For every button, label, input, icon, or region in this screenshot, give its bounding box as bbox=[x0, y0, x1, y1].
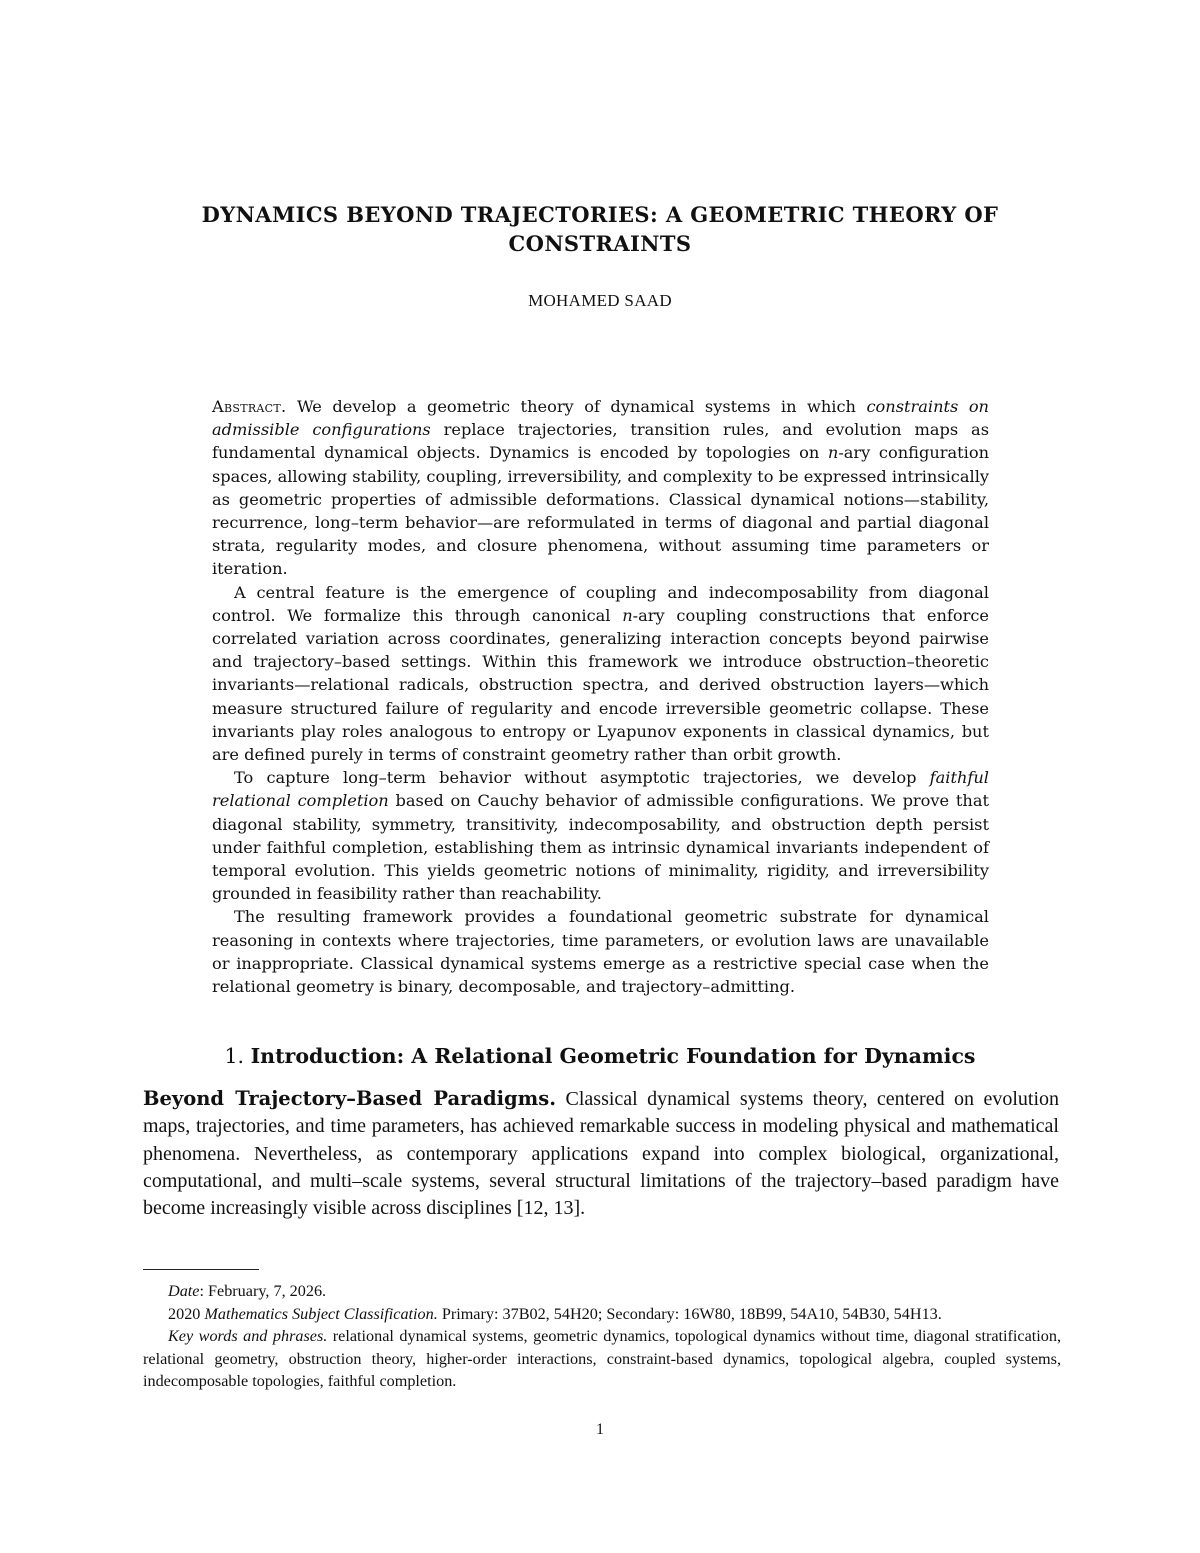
footnote-rule bbox=[143, 1269, 259, 1270]
abstract-emphasis: faithful relational completion bbox=[212, 768, 989, 811]
abstract-text: To capture long–term behavior without asymptotic trajectories, we develop bbox=[234, 768, 917, 788]
footnote-keywords bbox=[143, 1325, 1061, 1393]
section-number: 1. bbox=[224, 1044, 245, 1068]
abstract-text: -ary configuration spaces, allowing stability, coupling, irreversibility, and complexity to be expressed intrinsically as geometric properties of admissible deformations. Classical dynamical notions—stability, recurrence, long–term behavior—are reformulated in terms of diagonal and partial diagonal strata, regularity modes, and closure phenomena, without assuming time parameters or iteration. bbox=[212, 443, 990, 579]
math-n: n bbox=[827, 443, 839, 463]
abstract-paragraph-4: The resulting framework provides a foundational geometric substrate for dynamical reasoning in contexts where trajectories, time parameters, or evolution laws are unavailable or inappropriate. Classical dynamical systems emerge as a restrictive special case when the relational geometry is binary, decomposable, and trajectory–admitting. bbox=[212, 907, 989, 997]
abstract-text: replace trajectories, transition rules, and evolution maps as fundamental dynamical objects. Dynamics is encoded by topologies on bbox=[212, 420, 990, 463]
footnote-msc bbox=[143, 1303, 1061, 1326]
abstract-paragraph-2 bbox=[212, 581, 989, 767]
author-name: MOHAMED SAAD bbox=[528, 291, 672, 310]
msc-prefix: 2020 bbox=[168, 1304, 201, 1323]
msc-value: Primary: 37B02, 54H20; Secondary: 16W80, 18B99, 54A10, 54B30, 54H13. bbox=[441, 1304, 942, 1323]
abstract bbox=[212, 395, 989, 998]
keywords-value: relational dynamical systems, geometric dynamics, topological dynamics without time, diagonal stratification, relational geometry, obstruction theory, higher-order interactions, constraint-based dynamics, topological algebra, coupled systems, indecomposable topologies, faithful completion. bbox=[143, 1327, 1062, 1390]
abstract-text: A central feature is the emergence of coupling and indecomposability from diagonal control. We formalize this through canonical bbox=[212, 582, 989, 625]
abstract-text: based on Cauchy behavior of admissible configurations. We prove that diagonal stability, symmetry, transitivity, indecomposability, and obstruction depth persist under faithful completion, establishing them as intrinsic dynamical invariants independent of temporal evolution. This yields geometric notions of minimality, rigidity, and irreversibility grounded in feasibility rather than reachability. bbox=[212, 791, 989, 904]
page-number: 1 bbox=[596, 1421, 604, 1438]
paper-title: DYNAMICS BEYOND TRAJECTORIES: A GEOMETRIC THEORY OF CONSTRAINTS bbox=[201, 202, 999, 256]
intro-text: Classical dynamical systems theory, centered on evolution maps, trajectories, and time parameters, has achieved remarkable success in modeling physical and mathematical phenomena. Nevertheless, as contemporary applications expand into complex biological, organizational, computational, and multi–scale systems, several structural limitations of the trajectory–based paradigm have become increasingly visible across disciplines [12, 13]. bbox=[143, 1088, 1060, 1220]
date-label: Date bbox=[168, 1282, 200, 1300]
footnote-date bbox=[143, 1280, 1061, 1303]
abstract-label: Abstract. bbox=[212, 397, 287, 416]
abstract-text: We develop a geometric theory of dynamical systems in which bbox=[296, 397, 856, 416]
intro-paragraph bbox=[143, 1085, 1059, 1222]
footnotes bbox=[143, 1280, 1061, 1393]
section-heading bbox=[140, 1044, 1060, 1068]
keywords-label: Key words and phrases. bbox=[168, 1327, 328, 1345]
msc-label: Mathematics Subject Classification. bbox=[204, 1304, 438, 1323]
abstract-paragraph-3 bbox=[212, 766, 989, 905]
abstract-paragraph-1 bbox=[212, 395, 989, 581]
paragraph-heading: Beyond Trajectory–Based Paradigms. bbox=[143, 1087, 557, 1110]
section-title: Introduction: A Relational Geometric Foundation for Dynamics bbox=[250, 1044, 976, 1068]
date-value: : February, 7, 2026. bbox=[199, 1282, 327, 1300]
math-n: n bbox=[622, 605, 633, 625]
abstract-text: -ary coupling constructions that enforce correlated variation across coordinates, generalizing interaction concepts beyond pairwise and trajectory–based settings. Within this framework we introduce obstruction–theoretic invariants—relational radicals, obstruction spectra, and derived obstruction layers—which measure structured failure of regularity and encode irreversible geometric collapse. These invariants play roles analogous to entropy or Lyapunov exponents in classical dynamics, but are defined purely in terms of constraint geometry rather than orbit growth. bbox=[212, 605, 989, 765]
abstract-emphasis: constraints on admissible configurations bbox=[212, 397, 989, 440]
